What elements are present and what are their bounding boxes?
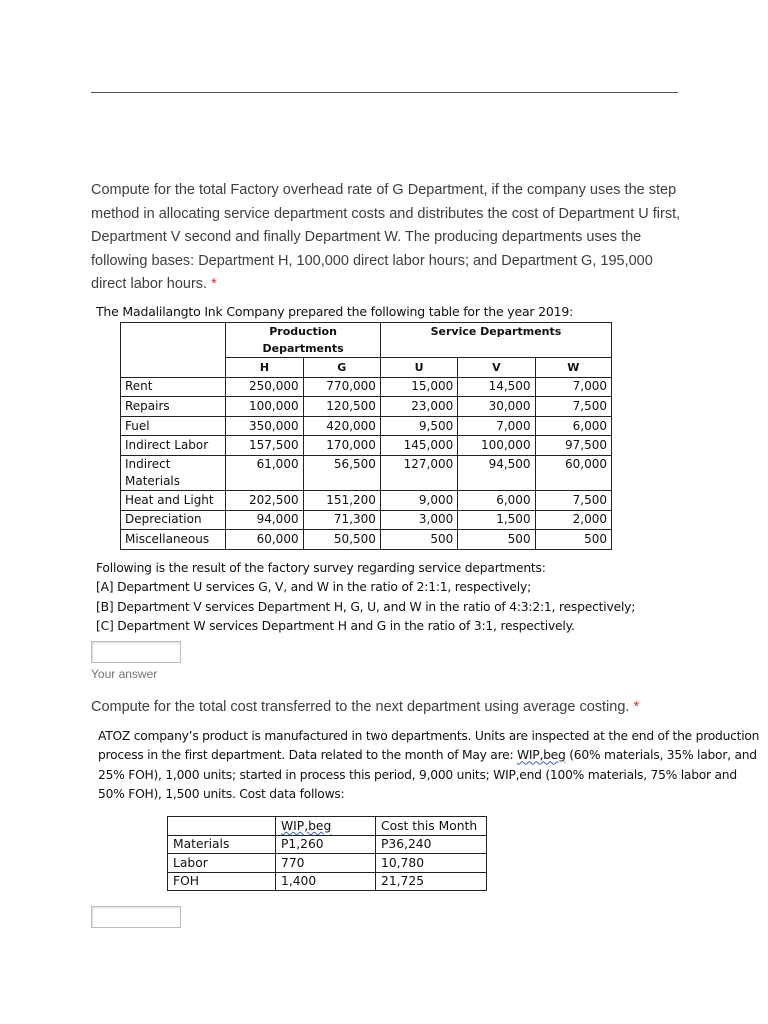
table-cell: 350,000 <box>226 416 303 436</box>
required-asterisk: * <box>211 276 217 293</box>
table-cell: 3,000 <box>380 510 457 530</box>
table-row <box>121 530 612 550</box>
table-cell: 500 <box>458 530 535 550</box>
answer-placeholder: Your answer <box>91 667 158 681</box>
table-cell: 770 <box>276 854 376 873</box>
column-header: U <box>380 358 457 378</box>
column-header: W <box>535 358 611 378</box>
row-label: Labor <box>168 854 276 873</box>
header-cell <box>168 817 276 836</box>
answer-input-1[interactable] <box>91 641 181 663</box>
table-cell: 100,000 <box>458 436 535 456</box>
table-row <box>121 455 612 490</box>
row-label: Repairs <box>121 397 226 417</box>
table-cell: 157,500 <box>226 436 303 456</box>
table-header-row <box>121 323 612 358</box>
table-row <box>121 377 612 397</box>
problem-statement: ATOZ company’s product is manufactured in two departments. Units are inspected at the end of the production process in the first department. Data related to the month of May are: WIP,beg (60% materials, 35% labor, and 25% FOH), 1,000 units; started in process this period, 9,000 units; WIP,end (100% materials, 75% labor and 50% FOH), 1,500 units. Cost data follows: <box>98 729 760 802</box>
table-row <box>168 854 487 873</box>
table-cell: 770,000 <box>303 377 380 397</box>
row-label: Depreciation <box>121 510 226 530</box>
table-cell: 1,500 <box>458 510 535 530</box>
cost-table <box>167 816 487 891</box>
table-cell: 97,500 <box>535 436 611 456</box>
table-cell: 7,500 <box>535 490 611 510</box>
row-label: Indirect Labor <box>121 436 226 456</box>
table-cell: 151,200 <box>303 490 380 510</box>
table-row <box>121 490 612 510</box>
survey-item: [A] Department U services G, V, and W in the ratio of 2:1:1, respectively; <box>96 580 532 595</box>
row-label: Heat and Light <box>121 490 226 510</box>
table-cell: 94,000 <box>226 510 303 530</box>
table-cell: 94,500 <box>458 455 535 490</box>
overhead-table <box>120 322 612 550</box>
survey-item: [B] Department V services Department H, G, U, and W in the ratio of 4:3:2:1, respectively; <box>96 599 636 614</box>
table-row <box>168 872 487 891</box>
wip-beg-term: WIP,beg <box>517 748 566 763</box>
row-label: Indirect Materials <box>121 455 226 490</box>
table-cell: 1,400 <box>276 872 376 891</box>
table-cell: 9,000 <box>380 490 457 510</box>
row-label: Miscellaneous <box>121 530 226 550</box>
row-label: Fuel <box>121 416 226 436</box>
table-cell: 7,000 <box>458 416 535 436</box>
table-cell: 30,000 <box>458 397 535 417</box>
table-cell: 127,000 <box>380 455 457 490</box>
table-cell: 420,000 <box>303 416 380 436</box>
table-cell: 61,000 <box>226 455 303 490</box>
column-header: V <box>458 358 535 378</box>
table-column-row <box>121 358 612 378</box>
table-cell: 60,000 <box>535 455 611 490</box>
image-title: The Madalilangto Ink Company prepared the following table for the year 2019: <box>96 304 574 319</box>
table-cell: 170,000 <box>303 436 380 456</box>
table-row <box>121 416 612 436</box>
table-cell: 23,000 <box>380 397 457 417</box>
table-cell: 71,300 <box>303 510 380 530</box>
answer-input-2[interactable] <box>91 906 181 928</box>
row-label: Rent <box>121 377 226 397</box>
question-1-text: Compute for the total Factory overhead rate of G Department, if the company uses the step method in allocating service department costs and distributes the cost of Department U first, Department V second and finally Department W. The producing departments uses the following bases: Department H, 100,000 direct labor hours; and Department G, 195,000 direct labor hours. * <box>91 182 681 293</box>
required-asterisk: * <box>633 699 640 715</box>
table-row <box>121 510 612 530</box>
table-cell: 202,500 <box>226 490 303 510</box>
table-cell: P1,260 <box>276 835 376 854</box>
table-cell: 10,780 <box>376 854 487 873</box>
column-header: G <box>303 358 380 378</box>
header-cell: Cost this Month <box>376 817 487 836</box>
table-cell: 9,500 <box>380 416 457 436</box>
service-departments-header: Service Departments <box>380 323 611 358</box>
table-row <box>121 436 612 456</box>
table-cell: 145,000 <box>380 436 457 456</box>
top-divider <box>91 92 678 93</box>
question-2-text: Compute for the total cost transferred to the next department using average costing. * <box>91 699 640 715</box>
survey-intro: Following is the result of the factory survey regarding service departments: <box>96 561 546 575</box>
table-cell: 7,500 <box>535 397 611 417</box>
table-cell: P36,240 <box>376 835 487 854</box>
table-cell: 60,000 <box>226 530 303 550</box>
table-cell: 100,000 <box>226 397 303 417</box>
table-row <box>168 835 487 854</box>
table-cell: 6,000 <box>458 490 535 510</box>
survey-item: [C] Department W services Department H and G in the ratio of 3:1, respectively. <box>96 618 575 633</box>
row-label: FOH <box>168 872 276 891</box>
table-cell: 120,500 <box>303 397 380 417</box>
table-cell: 250,000 <box>226 377 303 397</box>
cost-table-header <box>168 817 487 836</box>
table-row <box>121 397 612 417</box>
table-cell: 2,000 <box>535 510 611 530</box>
table-cell: 56,500 <box>303 455 380 490</box>
production-departments-header: Production Departments <box>226 323 381 358</box>
column-header: H <box>226 358 303 378</box>
table-cell: 500 <box>535 530 611 550</box>
table-cell: 14,500 <box>458 377 535 397</box>
table-cell: 7,000 <box>535 377 611 397</box>
header-cell: WIP,beg <box>276 817 376 836</box>
table-cell: 6,000 <box>535 416 611 436</box>
table-cell: 50,500 <box>303 530 380 550</box>
table-cell: 21,725 <box>376 872 487 891</box>
table-cell: 15,000 <box>380 377 457 397</box>
survey-section <box>96 559 635 636</box>
row-label: Materials <box>168 835 276 854</box>
table-cell: 500 <box>380 530 457 550</box>
